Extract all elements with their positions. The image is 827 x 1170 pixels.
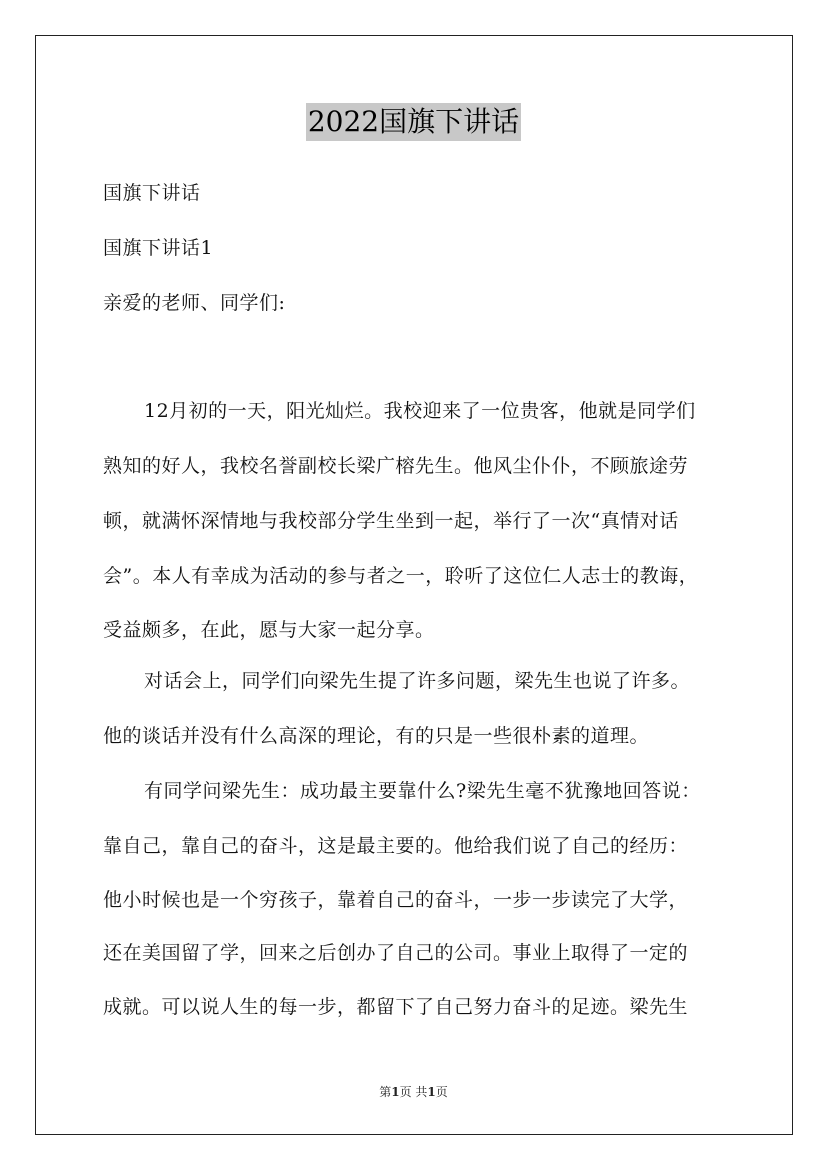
body-line: 还在美国留了学，回来之后创办了自己的公司。事业上取得了一定的	[103, 942, 689, 964]
page-footer	[0, 1084, 827, 1100]
page-prefix: 第	[379, 1085, 392, 1099]
heading: 国旗下讲话	[103, 182, 201, 204]
body-line: 他小时候也是一个穷孩子，靠着自己的奋斗，一步一步读完了大学，	[103, 889, 689, 911]
body-line: 对话会上，同学们向梁先生提了许多问题，梁先生也说了许多。	[144, 670, 691, 692]
body-line: 有同学问梁先生：成功最主要靠什么?梁先生毫不犹豫地回答说：	[144, 780, 701, 802]
body-line: 会”。本人有幸成为活动的参与者之一，聆听了这位仁人志士的教诲，	[103, 565, 699, 587]
subheading: 国旗下讲话1	[103, 237, 214, 259]
page-total: 1	[427, 1085, 436, 1099]
page-current: 1	[391, 1085, 400, 1099]
title-container	[0, 103, 827, 141]
document-title: 2022国旗下讲话	[306, 103, 521, 141]
body-line: 熟知的好人，我校名誉副校长梁广榕先生。他风尘仆仆，不顾旅途劳	[103, 455, 689, 477]
body-line: 受益颇多，在此，愿与大家一起分享。	[103, 619, 435, 641]
body-line: 成就。可以说人生的每一步，都留下了自己努力奋斗的足迹。梁先生	[103, 996, 689, 1018]
body-line: 12月初的一天，阳光灿烂。我校迎来了一位贵客，他就是同学们	[144, 400, 696, 422]
body-line: 顿，就满怀深情地与我校部分学生坐到一起，举行了一次“真情对话	[103, 510, 679, 532]
body-line: 靠自己，靠自己的奋斗，这是最主要的。他给我们说了自己的经历：	[103, 835, 689, 857]
page-mid: 页 共	[399, 1085, 428, 1099]
body-line: 他的谈话并没有什么高深的理论，有的只是一些很朴素的道理。	[103, 725, 650, 747]
page-suffix: 页	[435, 1085, 448, 1099]
salutation: 亲爱的老师、同学们:	[103, 292, 286, 314]
